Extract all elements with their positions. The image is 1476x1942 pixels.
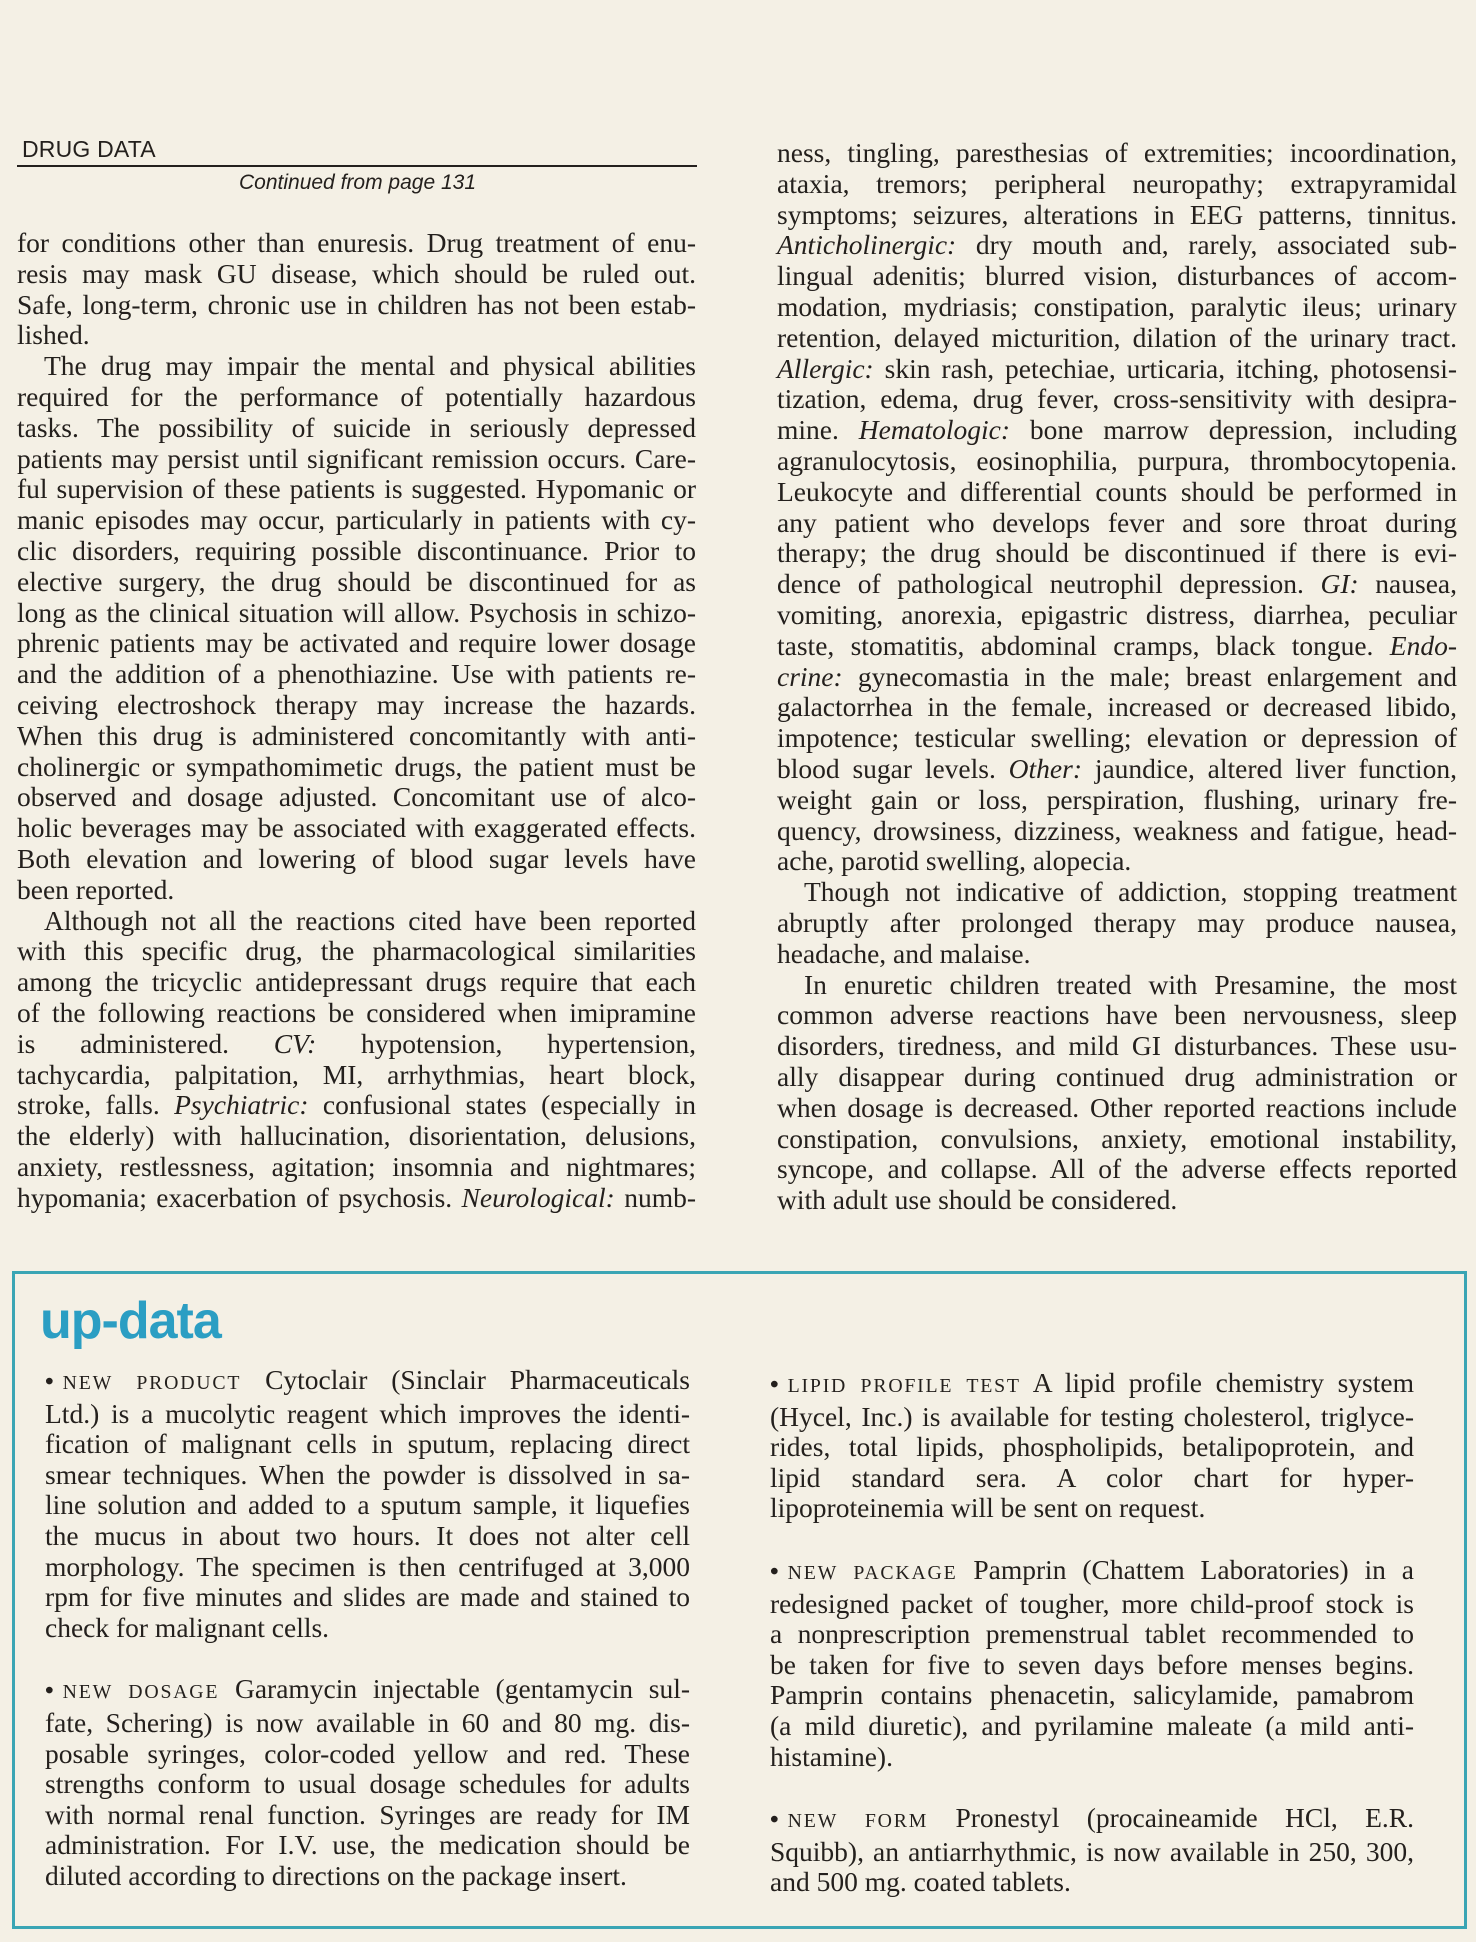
text-line: morphology. The specimen is then centrifuged at 3,000 <box>45 1550 690 1582</box>
text-line: the elderly) with hallucination, disorientation, delusions, <box>17 1120 696 1152</box>
text-line: vomiting, anorexia, epigastric distress, diarrhea, peculiar <box>777 598 1457 630</box>
text-line: elective surgery, the drug should be discontinued for as <box>17 565 696 597</box>
text-line: agranulocytosis, eosinophilia, purpura, thrombocytopenia. <box>777 444 1457 476</box>
text-line <box>45 1365 690 1399</box>
text-line: for conditions other than enuresis. Drug treatment of enu- <box>17 227 696 258</box>
text-line <box>777 569 1457 600</box>
text-line: fication of malignant cells in sputum, replacing direct <box>45 1428 690 1460</box>
text-line <box>45 1674 690 1708</box>
text-line: ataxia, tremors; peripheral neuropathy; extrapyramidal <box>777 167 1457 199</box>
text-run: hypotension, hypertension, <box>316 1027 696 1059</box>
italic-term: Endo- <box>1389 629 1457 661</box>
italic-term: Neurological: <box>461 1181 615 1213</box>
text-line: rpm for five minutes and slides are made and stained to <box>45 1581 690 1613</box>
text-run: Garamycin injectable (gentamycin sul- <box>219 1673 690 1705</box>
text-line: the mucus in about two hours. It does not alter cell <box>45 1519 690 1551</box>
section-label: DRUG DATA <box>22 136 156 162</box>
update-item <box>770 1368 1414 1524</box>
text-run: numb- <box>614 1181 696 1213</box>
text-line: Though not indicative of addiction, stopping treatment <box>804 876 1457 908</box>
text-line: any patient who develops fever and sore throat during <box>777 506 1457 538</box>
text-line: and the addition of a phenothiazine. Use with patients re- <box>17 658 696 690</box>
text-line: syncope, and collapse. All of the adverse effects reported <box>777 1153 1457 1185</box>
text-run: nausea, <box>1358 568 1457 600</box>
item-label: NEW FORM <box>787 1810 929 1833</box>
text-line: ceiving electroshock therapy may increase the hazards. <box>17 688 696 720</box>
text-line: diluted according to directions on the package insert. <box>45 1859 627 1891</box>
text-line: been reported. <box>17 873 175 905</box>
text-line <box>777 230 1457 261</box>
item-label: NEW PRODUCT <box>62 1372 242 1394</box>
text-line <box>17 1183 696 1214</box>
item-label: NEW PACKAGE <box>787 1561 958 1584</box>
text-line: ache, parotid swelling, alopecia. <box>777 845 1132 877</box>
article-right-column <box>777 138 1457 1216</box>
text-line: ness, tingling, paresthesias of extremities; incoordination, <box>777 137 1457 168</box>
paragraph <box>777 970 1457 1216</box>
text-line: modation, mydriasis; constipation, paralytic ileus; urinary <box>777 290 1457 322</box>
text-run: Cytoclair (Sinclair Pharmaceuticals <box>241 1364 690 1395</box>
text-line: long as the clinical situation will allow. Psychosis in schizo- <box>17 596 696 628</box>
text-line: tization, edema, drug fever, cross-sensitivity with desipra- <box>777 383 1457 415</box>
text-run: dry mouth and, rarely, associated sub- <box>956 229 1457 261</box>
text-run: Pronestyl (procaineamide HCl, E.R. <box>928 1802 1415 1834</box>
text-line: fate, Schering) is now available in 60 and 80 mg. dis- <box>45 1706 690 1738</box>
text-line: symptoms; seizures, alterations in EEG patterns, tinnitus. <box>777 198 1457 230</box>
text-line: observed and dosage adjusted. Concomitant use of alco- <box>17 781 696 813</box>
text-run: confusional states (especially in <box>308 1089 696 1121</box>
text-line: histamine). <box>770 1740 893 1772</box>
text-line: Leukocyte and differential counts should be performed in <box>777 475 1457 507</box>
text-line: cholinergic or sympathomimetic drugs, the patient must be <box>17 750 696 782</box>
text-run: taste, stomatitis, abdominal cramps, black tongue. <box>777 629 1390 661</box>
update-item <box>770 1803 1414 1898</box>
italic-term: Hematologic: <box>858 414 1010 446</box>
text-line <box>17 1029 696 1060</box>
text-line: resis may mask GU disease, which should be ruled out. <box>17 257 696 289</box>
text-line <box>777 754 1457 785</box>
updata-title: up-data <box>40 1292 221 1350</box>
text-line: with adult use should be considered. <box>777 1184 1178 1216</box>
paragraph <box>777 138 1457 877</box>
text-line: headache, and malaise. <box>777 937 1031 969</box>
text-line: smear techniques. When the powder is dissolved in sa- <box>45 1458 690 1490</box>
text-line: tasks. The possibility of suicide in seriously depressed <box>17 411 696 443</box>
text-line: Ltd.) is a mucolytic reagent which improves the identi- <box>45 1397 690 1429</box>
text-line: holic beverages may be associated with exaggerated effects. <box>17 812 696 844</box>
article-left-column <box>17 228 696 1214</box>
text-line: administration. For I.V. use, the medication should be <box>45 1829 690 1861</box>
text-line: Both elevation and lowering of blood sugar levels have <box>17 842 696 874</box>
updata-left-column <box>45 1365 690 1892</box>
text-line: patients may persist until significant remission occurs. Care- <box>17 442 696 474</box>
text-line: ful supervision of these patients is suggested. Hypomanic or <box>17 473 696 505</box>
text-line: strengths conform to usual dosage schedules for adults <box>45 1768 690 1800</box>
italic-term: Other: <box>1008 752 1082 784</box>
text-line: therapy; the drug should be discontinued if there is evi- <box>777 537 1457 569</box>
text-line: lished. <box>17 319 90 351</box>
text-line: (a mild diuretic), and pyrilamine maleate (a mild anti- <box>770 1709 1414 1741</box>
text-line: line solution and added to a sputum sample, it liquefies <box>45 1489 690 1521</box>
text-line: ally disappear during continued drug administration or <box>777 1060 1457 1092</box>
text-line: and 500 mg. coated tablets. <box>770 1866 1071 1898</box>
text-run: mine. <box>777 414 859 446</box>
text-line: Squibb), an antiarrhythmic, is now available in 250, 300, <box>770 1835 1414 1867</box>
text-line: redesigned packet of tougher, more child-proof stock is <box>770 1587 1414 1619</box>
text-run: dence of pathological neutrophil depression. <box>777 568 1321 600</box>
text-line: among the tricyclic antidepressant drugs require that each <box>17 966 696 998</box>
paragraph <box>17 906 696 1214</box>
italic-term: Allergic: <box>777 352 874 384</box>
text-line <box>770 1555 1414 1589</box>
text-line: abruptly after prolonged therapy may produce nausea, <box>777 906 1457 938</box>
text-line: a nonprescription premenstrual tablet recommended to <box>770 1618 1414 1650</box>
text-line: lipoproteinemia will be sent on request. <box>770 1492 1206 1524</box>
text-line: weight gain or loss, perspiration, flushing, urinary fre- <box>777 783 1457 815</box>
text-line <box>770 1368 1414 1402</box>
text-line: tachycardia, palpitation, MI, arrhythmias, heart block, <box>17 1058 696 1090</box>
text-line: impotence; testicular swelling; elevation or depression of <box>777 722 1457 754</box>
header-rule <box>17 165 697 167</box>
text-line: required for the performance of potentially hazardous <box>17 380 696 412</box>
text-line: quency, drowsiness, dizziness, weakness and fatigue, head- <box>777 814 1457 846</box>
text-line <box>777 631 1457 662</box>
text-line: be taken for five to seven days before menses begins. <box>770 1648 1414 1680</box>
text-run: jaundice, altered liver function, <box>1082 752 1457 784</box>
item-label: NEW DOSAGE <box>62 1681 220 1704</box>
text-line: constipation, convulsions, anxiety, emotional instability, <box>777 1122 1457 1154</box>
text-line: with normal renal function. Syringes are ready for IM <box>45 1798 690 1830</box>
text-line <box>17 1090 696 1121</box>
paragraph <box>17 351 696 905</box>
text-line: Pamprin contains phenacetin, salicylamide, pamabrom <box>770 1679 1414 1711</box>
text-line: manic episodes may occur, particularly in patients with cy- <box>17 504 696 536</box>
update-item <box>45 1674 690 1891</box>
text-line: Safe, long-term, chronic use in children has not been estab- <box>17 288 696 320</box>
text-run: bone marrow depression, including <box>1010 414 1457 446</box>
text-line: when dosage is decreased. Other reported reactions include <box>777 1091 1457 1123</box>
italic-term: CV: <box>273 1027 317 1059</box>
text-run: gynecomastia in the male; breast enlargement and <box>842 660 1457 692</box>
text-line: posable syringes, color-coded yellow and red. These <box>45 1737 690 1769</box>
italic-term: Anticholinergic: <box>777 229 957 261</box>
text-run: blood sugar levels. <box>777 752 1009 784</box>
text-run: A lipid profile chemistry system <box>1020 1367 1414 1398</box>
text-line <box>770 1803 1414 1837</box>
text-line: The drug may impair the mental and physical abilities <box>44 350 696 382</box>
updata-right-column <box>770 1368 1414 1898</box>
text-line: retention, delayed micturition, dilation of the urinary tract. <box>777 321 1457 353</box>
update-item <box>770 1555 1414 1772</box>
text-line: with this specific drug, the pharmacological similarities <box>17 935 696 967</box>
text-line: galactorrhea in the female, increased or decreased libido, <box>777 691 1457 723</box>
text-line: disorders, tiredness, and mild GI disturbances. These usu- <box>777 1030 1457 1062</box>
text-line: phrenic patients may be activated and require lower dosage <box>17 627 696 659</box>
continued-note: Continued from page 131 <box>239 171 476 194</box>
text-line: Although not all the reactions cited have been reported <box>44 904 696 936</box>
text-line: (Hycel, Inc.) is available for testing cholesterol, triglyce- <box>770 1400 1414 1432</box>
text-run: stroke, falls. <box>17 1089 175 1121</box>
italic-term: crine: <box>777 660 843 692</box>
italic-term: GI: <box>1320 568 1359 600</box>
paragraph <box>777 877 1457 969</box>
text-line: In enuretic children treated with Presamine, the most <box>804 968 1457 1000</box>
text-line: common adverse reactions have been nervousness, sleep <box>777 999 1457 1031</box>
text-line <box>777 415 1457 446</box>
text-line <box>777 662 1457 693</box>
text-line: check for malignant cells. <box>45 1611 330 1643</box>
update-item <box>45 1365 690 1643</box>
text-line: of the following reactions be considered when imipramine <box>17 996 696 1028</box>
text-line: lingual adenitis; blurred vision, disturbances of accom- <box>777 260 1457 292</box>
text-line: anxiety, restlessness, agitation; insomnia and nightmares; <box>17 1150 696 1182</box>
italic-term: Psychiatric: <box>174 1089 309 1121</box>
text-run: Pamprin (Chattem Laboratories) in a <box>957 1553 1414 1585</box>
text-run: is administered. <box>17 1027 274 1059</box>
text-line: rides, total lipids, phospholipids, betalipoprotein, and <box>770 1431 1414 1463</box>
item-label: LIPID PROFILE TEST <box>787 1375 1021 1397</box>
text-line: When this drug is administered concomitantly with anti- <box>17 719 696 751</box>
text-line <box>777 354 1457 385</box>
text-run: skin rash, petechiae, urticaria, itching, photosensi- <box>873 352 1457 384</box>
text-run: hypomania; exacerbation of psychosis. <box>17 1181 462 1213</box>
text-line: lipid standard sera. A color chart for hyper- <box>770 1461 1414 1493</box>
paragraph <box>17 228 696 351</box>
text-line: clic disorders, requiring possible discontinuance. Prior to <box>17 534 696 566</box>
